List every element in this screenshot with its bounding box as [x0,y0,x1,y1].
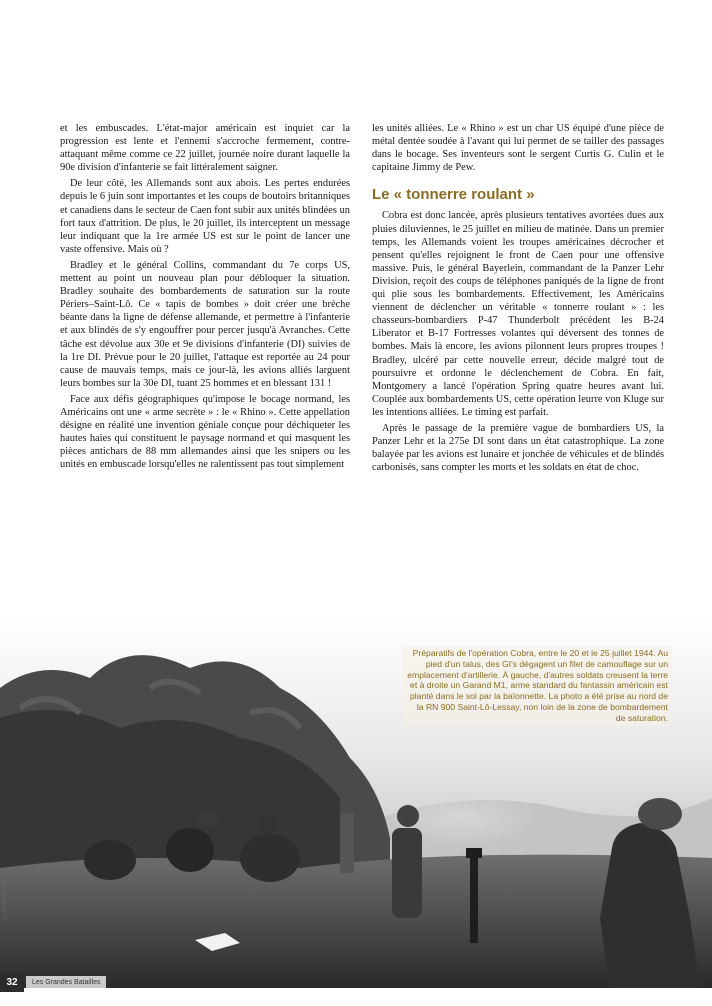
left-column [60,122,350,474]
page-number: 32 [0,974,24,992]
right-column [372,122,664,477]
paragraph: et les embuscades. L'état-major américain est inquiet car la progression est lente et l'ennemi s'accroche fermement, contre-attaquant même comme ce 22 juillet, journée noire durant laquelle la 90e division d'infanterie se fait littéralement saigner. [60,123,350,174]
photo-caption: Préparatifs de l'opération Cobra, entre le 20 et le 25 juillet 1944. Au pied d'un talus, des GI's dégagent un filet de camouflage sur un emplacement d'artillerie. À gauche, d'autres soldats creusent la terre et à droite un Garand M1, arme standard du fantassin américain est planté dans le sol par la baïonnette. La photo a été prise au nord de la RN 900 Saint-Lô-Lessay, non loin de la zone de bombardement de saturation. [402,646,672,726]
paragraph: De leur côté, les Allemands sont aux abois. Les pertes endurées depuis le 6 juin sont importantes et les coups de boutoirs britanniques et canadiens dans le secteur de Caen font subir aux unités blindées un fort taux d'attrition. De plus, le 20 juillet, ils interceptent un message leur indiquant que la 1re armée US est sur le point de lancer une vaste offensive. Mais où ? [60,178,350,255]
paragraph: Après le passage de la première vague de bombardiers US, la Panzer Lehr et la 275e DI sont dans un état catastrophique. La zone balayée par les avions est lunaire et jonchée de véhicules et de blindés carbonisés, sans compter les morts et les soldats en état de choc. [372,422,664,474]
photo-credit: © Archives US [2,879,8,920]
paragraph: Cobra est donc lancée, après plusieurs tentatives avortées dues aux pluies diluviennes, le 25 juillet en milieu de matinée. Dans un premier temps, les Allemands voient les troupes américaines décrocher et pensent qu'elles rejoignent le front de Caen pour une offensive massive. Puis, le général Bayerlein, commandant de la Panzer Lehr Division, reçoit des coups de téléphones paniqués de la ligne de front qui plie sous les bombardements. Effectivement, les Américains viennent de déclencher un véritable « tonnerre roulant » : les chasseurs-bombardiers P-47 Thunderbolt précèdent les B-24 Liberator et B-17 Fortresses volantes qui déversent des tonnes de bombes. Mais là encore, les avions pilonnent leurs propres troupes ! Bradley, ulcéré par cette nouvelle erreur, décide malgré tout de poursuivre et ordonne le déclenchement de Cobra. En fait, Montgomery a lancé l'opération Spring quatre heures avant lui. Couplée aux bombardements US, cette opération leurre von Kluge sur les intentions alliées. Le timing est parfait. [372,210,665,418]
paragraph: Face aux défis géographiques qu'impose le bocage normand, les Américains ont une « arme secrète » : le « Rhino ». Cette appellation désigne en réalité une invention géniale conçue pour déchiqueter les hautes haies qui constituent le paysage normand et qui masquent les pièces antichars de 88 mm allemandes ainsi que les snipers ou les unités en embuscade lorsqu'elles ne ralentissent pas tout simplement [60,393,350,471]
section-title: Le « tonnerre roulant » [372,186,535,204]
paragraph: les unités alliées. Le « Rhino » est un char US équipé d'une pièce de métal dentée soudée à l'avant qui lui permet de se tailler des passages dans le bocage. Ses inventeurs sont le sergent Curtis G. Culin et le capitaine Jimmy de Pew. [372,123,664,174]
magazine-name: Les Grandes Batailles [26,976,106,990]
paragraph: Bradley et le général Collins, commandant du 7e corps US, mettent au point un nouveau plan pour débloquer la situation. Bradley souhaite des bombardements de saturation sur la route Périers–Saint-Lô. Ce « tapis de bombes » doit créer une brèche béante dans la ligne de défense allemande, et permettre à l'infanterie et aux blindés de s'y engouffrer pour percer jusqu'à Avranches. Cette tâche est dévolue aux 30e et 9e divisions d'infanterie (DI) suivies de la 1re DI. Prévue pour le 20 juillet, l'attaque est reportée au 24 pour cause de mauvais temps, mais ce jour-là, les avions alliés larguent leurs bombes sur la 30e DI, tuant 25 hommes et en blessant 131 ! [60,259,350,389]
